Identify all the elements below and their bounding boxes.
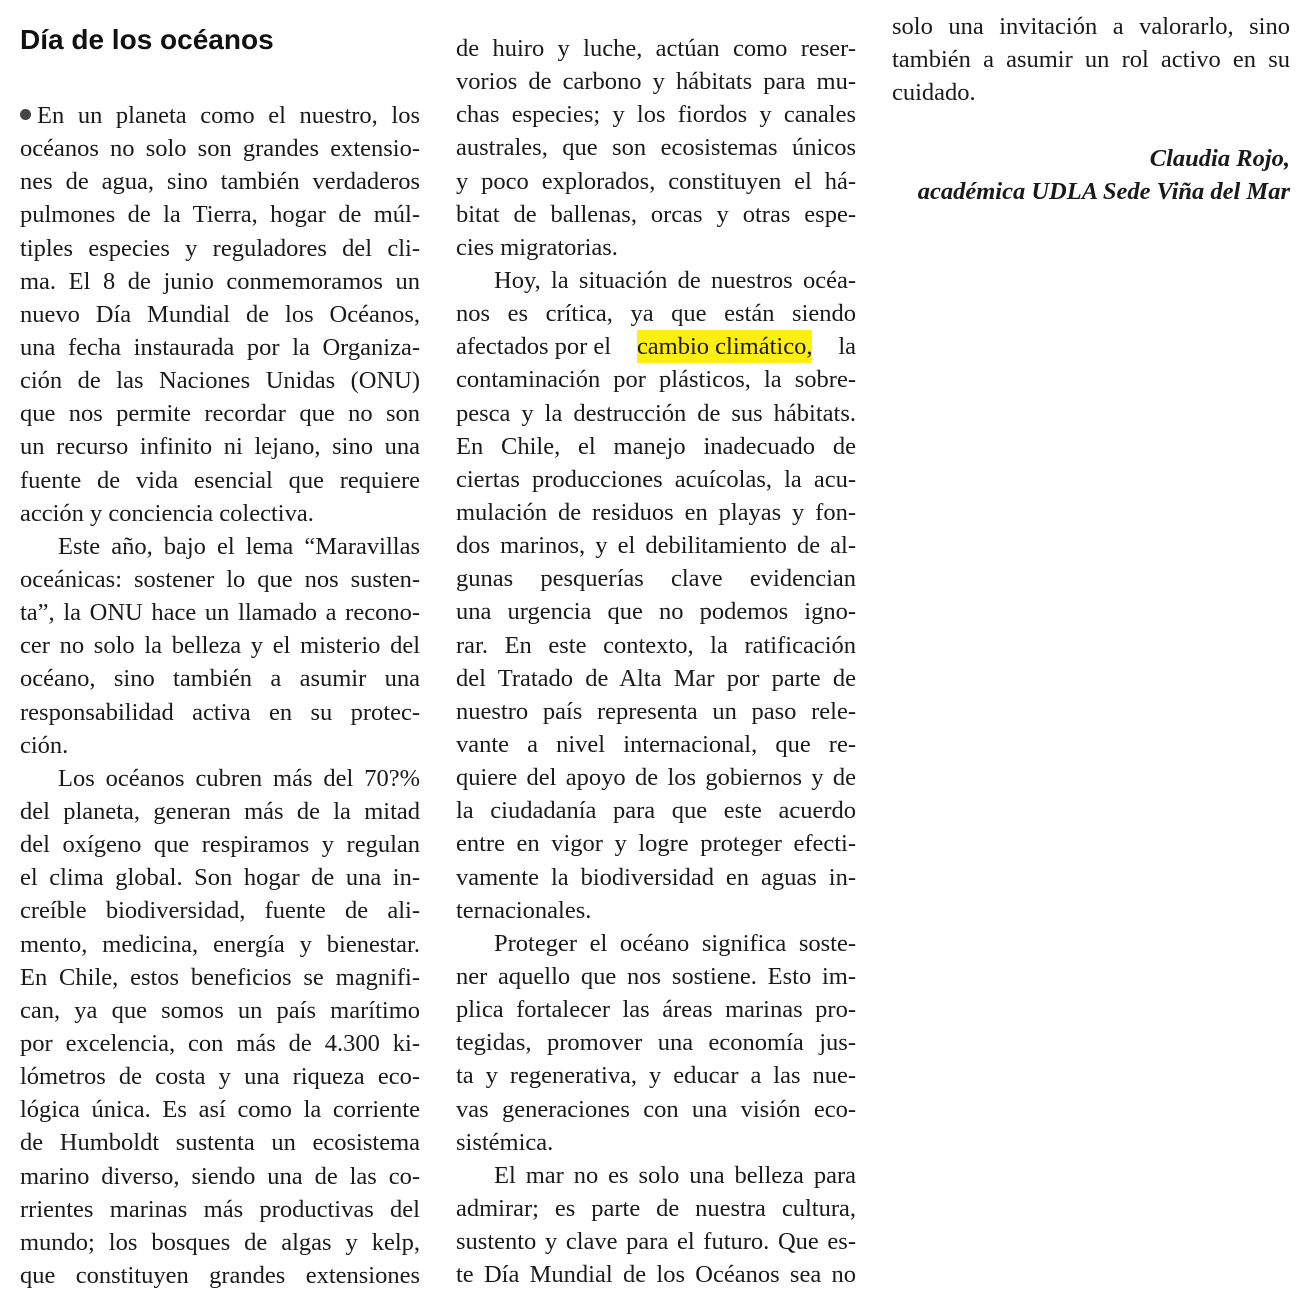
bullet-icon: [20, 109, 31, 120]
body-line: vamente la biodiversidad en aguas in-: [456, 863, 856, 891]
body-line: En Chile, estos beneficios se magnifi-: [20, 963, 420, 991]
body-line: océanos no solo son grandes extensio-: [20, 135, 420, 163]
body-line: cies migratorias.: [456, 233, 618, 261]
body-line: tegidas, promover una economía jus-: [456, 1029, 856, 1057]
author-name: Claudia Rojo,: [1149, 145, 1290, 172]
body-line: océano, sino también a asumir una: [20, 665, 420, 693]
body-line: entre en vigor y logre proteger efecti-: [456, 830, 856, 858]
body-line: nuevo Día Mundial de los Océanos,: [20, 300, 420, 328]
body-line: contaminación por plásticos, la sobre-: [456, 366, 856, 394]
body-line: [456, 330, 856, 363]
body-line: sustento y clave para el futuro. Que es-: [456, 1228, 856, 1256]
body-line: el clima global. Son hogar de una in-: [20, 864, 420, 892]
body-line: [20, 99, 420, 132]
body-line: Los océanos cubren más del 70?%: [58, 764, 420, 792]
author-signature: [892, 142, 1290, 208]
body-line: marino diverso, siendo una de las co-: [20, 1162, 420, 1190]
body-line: chas especies; y los fiordos y canales: [456, 101, 856, 129]
author-title: académica UDLA Sede Viña del Mar: [917, 178, 1290, 205]
body-line: rrientes marinas más productivas del: [20, 1195, 420, 1223]
body-line: también a asumir un rol activo en su: [892, 46, 1290, 74]
body-line: vante a nivel internacional, que re-: [456, 730, 856, 758]
body-line: una urgencia que no podemos igno-: [456, 598, 856, 626]
article-column-1: [20, 99, 420, 1292]
body-line: solo una invitación a valorarlo, sino: [892, 13, 1290, 40]
body-line: ner aquello que nos sostiene. Esto im-: [456, 962, 856, 990]
body-line: mulación de residuos en playas y fon-: [456, 498, 856, 526]
body-line: ciertas producciones acuícolas, la acu-: [456, 465, 856, 493]
body-line: que nos permite recordar que no son: [20, 400, 420, 428]
body-line: mundo; los bosques de algas y kelp,: [20, 1228, 420, 1256]
body-line: oceánicas: sostener lo que nos susten-: [20, 565, 420, 593]
body-line: Proteger el océano significa soste-: [494, 929, 856, 957]
body-line: ta”, la ONU hace un llamado a recono-: [20, 599, 420, 627]
highlighted-phrase: cambio climático,: [637, 330, 813, 363]
body-line: lógica única. Es así como la corriente: [20, 1096, 420, 1124]
body-line: de huiro y luche, actúan como reser-: [456, 35, 856, 62]
body-line: tiples especies y reguladores del cli-: [20, 234, 420, 262]
body-line: sistémica.: [456, 1128, 554, 1156]
body-line: australes, que son ecosistemas únicos: [456, 134, 856, 162]
body-line: quiere del apoyo de los gobiernos y de: [456, 764, 856, 792]
body-line: acción y conciencia colectiva.: [20, 499, 314, 527]
body-line: cer no solo la belleza y el misterio del: [20, 632, 420, 660]
body-line: mento, medicina, energía y bienestar.: [20, 930, 420, 958]
body-line: nos es crítica, ya que están siendo: [456, 300, 856, 328]
body-line: cuidado.: [892, 79, 976, 107]
body-line: Hoy, la situación de nuestros océa-: [494, 266, 856, 294]
body-line: plica fortalecer las áreas marinas pro-: [456, 996, 856, 1024]
body-line: de Humboldt sustenta un ecosistema: [20, 1129, 420, 1157]
body-line: gunas pesquerías clave evidencian: [456, 565, 856, 593]
body-line: del planeta, generan más de la mitad: [20, 797, 420, 825]
body-line: que constituyen grandes extensiones: [20, 1261, 420, 1289]
body-line: la ciudadanía para que este acuerdo: [456, 797, 856, 825]
body-text: En un planeta como el nuestro, los: [37, 102, 420, 129]
body-line: Este año, bajo el lema “Maravillas: [58, 532, 420, 560]
article-column-2: [456, 32, 856, 1291]
body-line: y poco explorados, constituyen el há-: [456, 167, 856, 195]
body-line: ción de las Naciones Unidas (ONU): [20, 367, 420, 395]
body-line: can, ya que somos un país marítimo: [20, 996, 420, 1024]
article-column-3: [892, 10, 1290, 109]
body-line: lómetros de costa y una riqueza eco-: [20, 1063, 420, 1091]
body-line: ción.: [20, 731, 69, 759]
body-text: afectados por el: [456, 333, 618, 361]
body-line: vorios de carbono y hábitats para mu-: [456, 68, 856, 96]
body-line: una fecha instaurada por la Organiza-: [20, 333, 420, 361]
body-line: nes de agua, sino también verdaderos: [20, 168, 420, 196]
body-line: bitat de ballenas, orcas y otras espe-: [456, 200, 856, 228]
body-line: nuestro país representa un paso rele-: [456, 697, 856, 725]
body-text: la: [832, 333, 856, 361]
body-line: creíble biodiversidad, fuente de ali-: [20, 897, 420, 925]
body-line: un recurso infinito ni lejano, sino una: [20, 433, 420, 461]
body-line: pulmones de la Tierra, hogar de múl-: [20, 201, 420, 229]
body-line: del Tratado de Alta Mar por parte de: [456, 664, 856, 692]
body-line: En Chile, el manejo inadecuado de: [456, 432, 856, 460]
body-line: fuente de vida esencial que requiere: [20, 466, 420, 494]
body-line: por excelencia, con más de 4.300 ki-: [20, 1029, 420, 1057]
body-line: admirar; es parte de nuestra cultura,: [456, 1194, 856, 1222]
body-line: dos marinos, y el debilitamiento de al-: [456, 532, 856, 560]
body-line: rar. En este contexto, la ratificación: [456, 631, 856, 659]
article-headline: Día de los océanos: [20, 24, 274, 55]
body-line: ternacionales.: [456, 896, 592, 924]
body-line: pesca y la destrucción de sus hábitats.: [456, 399, 856, 427]
body-line: vas generaciones con una visión eco-: [456, 1095, 856, 1123]
body-line: El mar no es solo una belleza para: [494, 1161, 856, 1189]
body-line: te Día Mundial de los Océanos sea no: [456, 1261, 856, 1289]
body-line: del oxígeno que respiramos y regulan: [20, 831, 420, 859]
body-line: responsabilidad activa en su protec-: [20, 698, 420, 726]
body-line: ta y regenerativa, y educar a las nue-: [456, 1062, 856, 1090]
body-line: ma. El 8 de junio conmemoramos un: [20, 267, 420, 295]
